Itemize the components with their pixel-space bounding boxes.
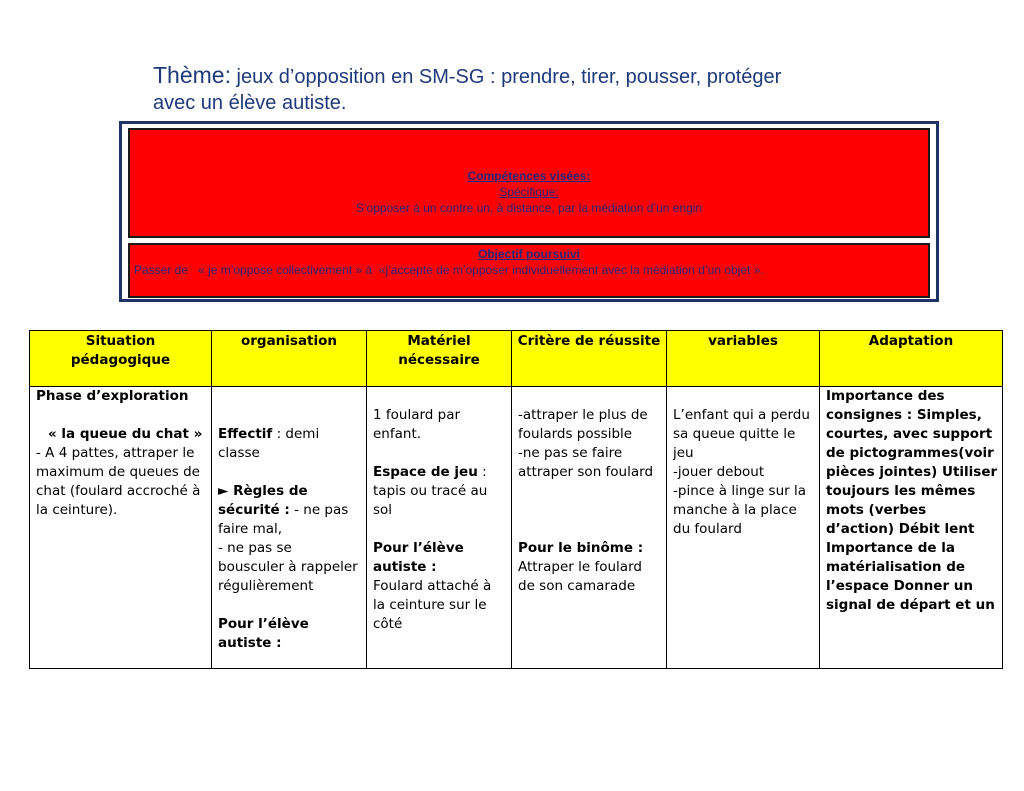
effectif-value: : demi classe: [218, 426, 320, 461]
binome-value: Attraper le foulard de son camarade: [518, 559, 642, 594]
situation-game: « la queue du chat »: [48, 426, 203, 442]
objectif-heading: Objectif poursuivi: [477, 247, 580, 261]
cell-adaptation: [820, 387, 1003, 669]
adaptation-text: Importance des consignes : Simples, courtes, avec support de pictogrammes(voir pièces jointes) Utiliser toujours les mêmes mots (verbes d’action) Débit lent Importance de la matérialisation de l’espace Donner un signal de départ et un: [826, 388, 998, 613]
materiel-eleve-value: Foulard attaché à la ceinture sur le côté: [373, 578, 492, 632]
objectives-frame: [119, 121, 939, 302]
regles-label: ► Règles de sécurité :: [218, 483, 308, 518]
variables-line3: -pince à linge sur la manche à la place du foulard: [673, 483, 807, 537]
competences-box: [128, 128, 930, 238]
header-variables: variables: [667, 331, 820, 387]
table-header-row: [30, 331, 1003, 387]
theme-line2: avec un élève autiste.: [153, 92, 347, 114]
materiel-line1: 1 foulard par enfant.: [373, 407, 461, 442]
cell-critere: [512, 387, 667, 669]
header-adaptation: Adaptation: [820, 331, 1003, 387]
lesson-table: [29, 330, 1003, 669]
materiel-eleve-label: Pour l’élève autiste :: [373, 540, 464, 575]
situation-desc: - A 4 pattes, attraper le maximum de queues de chat (foulard accroché à la ceinture).: [36, 445, 201, 518]
cell-variables: [667, 387, 820, 669]
cell-organisation: [212, 387, 367, 669]
espace-value: : tapis ou tracé au sol: [373, 464, 488, 518]
competences-text: S’opposer à un contre un, à distance, par la médiation d’un engin: [355, 201, 703, 215]
variables-line2: -jouer debout: [673, 464, 765, 480]
cell-situation: [30, 387, 212, 669]
theme-title: [153, 62, 953, 116]
table-row: [30, 387, 1003, 669]
critere-line1: -attraper le plus de foulards possible: [518, 407, 648, 442]
objectif-box: [128, 243, 930, 298]
objectif-text: Passer de « je m’oppose collectivement » à «j’accepte de m’opposer individuellement avec la médiation d’un objet ».: [134, 263, 764, 277]
header-critere: Critère de réussite: [512, 331, 667, 387]
header-situation: Situation pédagogique: [30, 331, 212, 387]
regles-2: - ne pas se bousculer à rappeler régulièrement: [218, 540, 358, 594]
binome-label: Pour le binôme :: [518, 540, 644, 556]
regles-value: - ne pas faire mal,: [218, 502, 349, 537]
effectif-label: Effectif: [218, 426, 273, 442]
situation-title: Phase d’exploration: [36, 388, 189, 404]
cell-materiel: [367, 387, 512, 669]
competences-heading: Compétences visées:: [467, 169, 591, 183]
theme-lead: Thème:: [153, 62, 231, 88]
organisation-eleve-label: Pour l’élève autiste :: [218, 616, 309, 651]
competences-sub: Spécifique:: [499, 185, 559, 199]
variables-line1: L’enfant qui a perdu sa queue quitte le jeu: [673, 407, 810, 461]
espace-label: Espace de jeu: [373, 464, 478, 480]
header-organisation: organisation: [212, 331, 367, 387]
critere-line2: -ne pas se faire attraper son foulard: [518, 445, 654, 480]
theme-line1: jeux d’opposition en SM-SG : prendre, tirer, pousser, protéger: [236, 66, 782, 88]
header-materiel: Matériel nécessaire: [367, 331, 512, 387]
